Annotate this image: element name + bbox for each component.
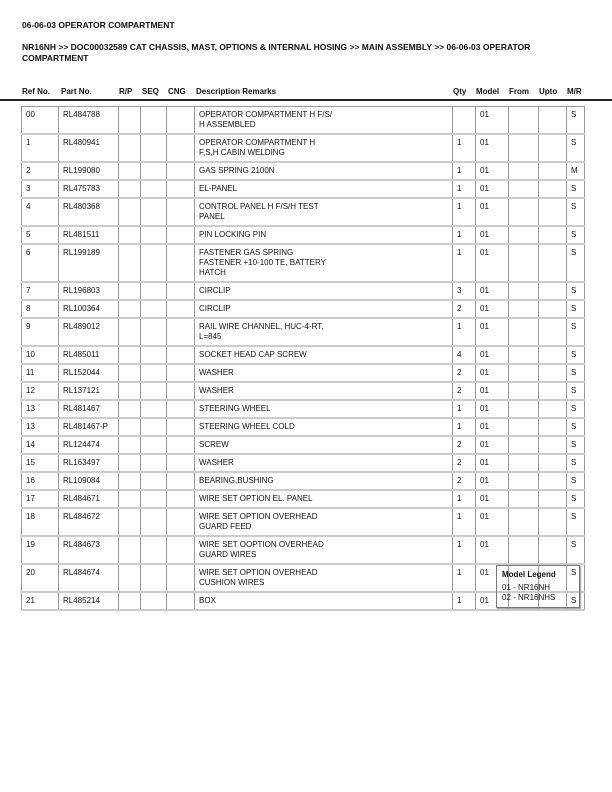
cell-ref: 13 bbox=[22, 400, 59, 418]
cell-desc: PIN LOCKING PIN bbox=[195, 226, 453, 244]
cell-desc: WIRE SET OPTION OVERHEAD GUARD FEED bbox=[195, 508, 453, 536]
cell-qty: 2 bbox=[453, 364, 476, 382]
cell-desc: STEERING WHEEL bbox=[195, 400, 453, 418]
cell-seq bbox=[141, 134, 167, 162]
cell-from bbox=[509, 180, 539, 198]
cell-ref: 17 bbox=[22, 490, 59, 508]
cell-upto bbox=[539, 536, 567, 564]
table-row bbox=[22, 536, 585, 564]
cell-rp bbox=[119, 180, 141, 198]
table-row bbox=[22, 382, 585, 400]
cell-mr: S bbox=[567, 508, 585, 536]
cell-model: 01 bbox=[476, 346, 509, 364]
cell-part: RL485214 bbox=[59, 592, 119, 610]
cell-desc: CIRCLIP bbox=[195, 282, 453, 300]
cell-model: 01 bbox=[476, 282, 509, 300]
cell-upto bbox=[539, 472, 567, 490]
cell-model: 01 bbox=[476, 418, 509, 436]
cell-cng bbox=[167, 244, 195, 282]
cell-qty: 1 bbox=[453, 180, 476, 198]
cell-mr: S bbox=[567, 282, 585, 300]
table-row bbox=[22, 162, 585, 180]
cell-model: 01 bbox=[476, 592, 509, 610]
cell-rp bbox=[119, 282, 141, 300]
cell-from bbox=[509, 508, 539, 536]
cell-cng bbox=[167, 300, 195, 318]
cell-mr: S bbox=[567, 400, 585, 418]
col-mr: M/R bbox=[567, 87, 582, 96]
cell-upto bbox=[539, 134, 567, 162]
cell-part: RL481511 bbox=[59, 226, 119, 244]
cell-part: RL196803 bbox=[59, 282, 119, 300]
cell-cng bbox=[167, 134, 195, 162]
cell-ref: 11 bbox=[22, 364, 59, 382]
cell-mr: S bbox=[567, 454, 585, 472]
cell-rp bbox=[119, 134, 141, 162]
cell-upto bbox=[539, 364, 567, 382]
cell-rp bbox=[119, 107, 141, 135]
cell-desc: EL-PANEL bbox=[195, 180, 453, 198]
legend-title: Model Legend bbox=[502, 570, 556, 579]
cell-upto bbox=[539, 346, 567, 364]
cell-from bbox=[509, 472, 539, 490]
cell-qty: 2 bbox=[453, 454, 476, 472]
cell-rp bbox=[119, 592, 141, 610]
cell-seq bbox=[141, 536, 167, 564]
cell-model: 01 bbox=[476, 162, 509, 180]
cell-model: 01 bbox=[476, 472, 509, 490]
cell-upto bbox=[539, 508, 567, 536]
cell-mr: S bbox=[567, 472, 585, 490]
cell-from bbox=[509, 107, 539, 135]
col-cng: CNG bbox=[168, 87, 186, 96]
cell-ref: 15 bbox=[22, 454, 59, 472]
col-part: Part No. bbox=[61, 87, 92, 96]
cell-desc: WASHER bbox=[195, 454, 453, 472]
cell-ref: 9 bbox=[22, 318, 59, 346]
cell-model: 01 bbox=[476, 436, 509, 454]
cell-mr: S bbox=[567, 134, 585, 162]
cell-desc: STEERING WHEEL COLD bbox=[195, 418, 453, 436]
cell-qty: 1 bbox=[453, 508, 476, 536]
cell-mr: S bbox=[567, 536, 585, 564]
cell-desc: FASTENER GAS SPRING FASTENER +10-100 TE, BATTERY HATCH bbox=[195, 244, 453, 282]
cell-qty: 1 bbox=[453, 536, 476, 564]
cell-part: RL485011 bbox=[59, 346, 119, 364]
cell-from bbox=[509, 300, 539, 318]
cell-mr: S bbox=[567, 346, 585, 364]
cell-seq bbox=[141, 300, 167, 318]
cell-mr: S bbox=[567, 226, 585, 244]
cell-qty bbox=[453, 107, 476, 135]
cell-model: 01 bbox=[476, 490, 509, 508]
col-rp: R/P bbox=[119, 87, 133, 96]
cell-rp bbox=[119, 536, 141, 564]
cell-desc: WASHER bbox=[195, 364, 453, 382]
cell-desc: OPERATOR COMPARTMENT H F/S/ H ASSEMBLED bbox=[195, 107, 453, 135]
cell-cng bbox=[167, 198, 195, 226]
cell-rp bbox=[119, 162, 141, 180]
cell-seq bbox=[141, 244, 167, 282]
cell-rp bbox=[119, 346, 141, 364]
cell-model: 01 bbox=[476, 318, 509, 346]
cell-rp bbox=[119, 564, 141, 592]
cell-qty: 1 bbox=[453, 418, 476, 436]
cell-cng bbox=[167, 490, 195, 508]
cell-upto bbox=[539, 318, 567, 346]
cell-part: RL484788 bbox=[59, 107, 119, 135]
cell-model: 01 bbox=[476, 107, 509, 135]
cell-mr: S bbox=[567, 436, 585, 454]
cell-rp bbox=[119, 472, 141, 490]
cell-seq bbox=[141, 382, 167, 400]
cell-model: 01 bbox=[476, 382, 509, 400]
cell-cng bbox=[167, 107, 195, 135]
cell-model: 01 bbox=[476, 226, 509, 244]
table-row bbox=[22, 400, 585, 418]
cell-part: RL484671 bbox=[59, 490, 119, 508]
cell-upto bbox=[539, 282, 567, 300]
cell-part: RL484674 bbox=[59, 564, 119, 592]
cell-cng bbox=[167, 508, 195, 536]
cell-from bbox=[509, 536, 539, 564]
cell-from bbox=[509, 418, 539, 436]
cell-ref: 18 bbox=[22, 508, 59, 536]
cell-part: RL163497 bbox=[59, 454, 119, 472]
cell-ref: 20 bbox=[22, 564, 59, 592]
cell-part: RL475783 bbox=[59, 180, 119, 198]
cell-rp bbox=[119, 400, 141, 418]
cell-part: RL480368 bbox=[59, 198, 119, 226]
cell-cng bbox=[167, 454, 195, 472]
cell-ref: 3 bbox=[22, 180, 59, 198]
table-row bbox=[22, 282, 585, 300]
cell-upto bbox=[539, 436, 567, 454]
cell-qty: 4 bbox=[453, 346, 476, 364]
cell-mr: M bbox=[567, 162, 585, 180]
cell-model: 01 bbox=[476, 564, 509, 592]
table-row bbox=[22, 180, 585, 198]
cell-ref: 12 bbox=[22, 382, 59, 400]
cell-from bbox=[509, 244, 539, 282]
model-legend bbox=[496, 565, 580, 608]
cell-qty: 1 bbox=[453, 198, 476, 226]
table-row bbox=[22, 300, 585, 318]
cell-part: RL152044 bbox=[59, 364, 119, 382]
cell-cng bbox=[167, 346, 195, 364]
col-model: Model bbox=[476, 87, 500, 96]
cell-seq bbox=[141, 318, 167, 346]
legend-item: 01 - NR16NH bbox=[502, 583, 551, 592]
cell-cng bbox=[167, 436, 195, 454]
cell-cng bbox=[167, 472, 195, 490]
cell-model: 01 bbox=[476, 454, 509, 472]
breadcrumb: NR16NH >> DOC00032589 CAT CHASSIS, MAST, OPTIONS & INTERNAL HOSING >> MAIN ASSEMBLY >> 06-06-03 OPERATOR COMPARTMENT bbox=[22, 42, 531, 63]
cell-qty: 1 bbox=[453, 162, 476, 180]
cell-ref: 10 bbox=[22, 346, 59, 364]
cell-mr: S bbox=[567, 300, 585, 318]
cell-from bbox=[509, 364, 539, 382]
col-seq: SEQ bbox=[142, 87, 159, 96]
cell-from bbox=[509, 454, 539, 472]
cell-desc: CIRCLIP bbox=[195, 300, 453, 318]
cell-upto bbox=[539, 454, 567, 472]
cell-cng bbox=[167, 382, 195, 400]
cell-desc: WIRE SET OPTION EL. PANEL bbox=[195, 490, 453, 508]
cell-ref: 2 bbox=[22, 162, 59, 180]
cell-upto bbox=[539, 400, 567, 418]
page-title: 06-06-03 OPERATOR COMPARTMENT bbox=[22, 20, 175, 30]
cell-rp bbox=[119, 490, 141, 508]
cell-mr: S bbox=[567, 382, 585, 400]
cell-upto bbox=[539, 382, 567, 400]
cell-cng bbox=[167, 592, 195, 610]
cell-upto bbox=[539, 490, 567, 508]
cell-seq bbox=[141, 162, 167, 180]
cell-upto bbox=[539, 180, 567, 198]
cell-qty: 1 bbox=[453, 564, 476, 592]
cell-desc: BOX bbox=[195, 592, 453, 610]
cell-upto bbox=[539, 300, 567, 318]
cell-part: RL481467 bbox=[59, 400, 119, 418]
cell-desc: SOCKET HEAD CAP SCREW bbox=[195, 346, 453, 364]
table-row bbox=[22, 198, 585, 226]
cell-from bbox=[509, 318, 539, 346]
cell-seq bbox=[141, 282, 167, 300]
table-row bbox=[22, 472, 585, 490]
cell-part: RL481467-P bbox=[59, 418, 119, 436]
table-row bbox=[22, 508, 585, 536]
cell-cng bbox=[167, 180, 195, 198]
table-row bbox=[22, 454, 585, 472]
cell-ref: 21 bbox=[22, 592, 59, 610]
cell-ref: 13 bbox=[22, 418, 59, 436]
cell-rp bbox=[119, 454, 141, 472]
cell-upto bbox=[539, 418, 567, 436]
cell-desc: WIRE SET OPTION OVERHEAD CUSHION WIRES bbox=[195, 564, 453, 592]
cell-mr: S bbox=[567, 318, 585, 346]
cell-mr: S bbox=[567, 364, 585, 382]
cell-model: 01 bbox=[476, 198, 509, 226]
cell-model: 01 bbox=[476, 400, 509, 418]
cell-from bbox=[509, 382, 539, 400]
cell-rp bbox=[119, 418, 141, 436]
cell-part: RL480941 bbox=[59, 134, 119, 162]
cell-model: 01 bbox=[476, 536, 509, 564]
cell-model: 01 bbox=[476, 508, 509, 536]
cell-mr: S bbox=[567, 198, 585, 226]
cell-qty: 1 bbox=[453, 134, 476, 162]
cell-mr: S bbox=[567, 418, 585, 436]
cell-upto bbox=[539, 107, 567, 135]
cell-seq bbox=[141, 454, 167, 472]
cell-seq bbox=[141, 226, 167, 244]
cell-ref: 16 bbox=[22, 472, 59, 490]
cell-ref: 00 bbox=[22, 107, 59, 135]
parts-table bbox=[21, 106, 585, 611]
cell-from bbox=[509, 346, 539, 364]
cell-seq bbox=[141, 490, 167, 508]
cell-model: 01 bbox=[476, 180, 509, 198]
cell-model: 01 bbox=[476, 244, 509, 282]
cell-part: RL199189 bbox=[59, 244, 119, 282]
cell-qty: 2 bbox=[453, 472, 476, 490]
cell-seq bbox=[141, 564, 167, 592]
cell-cng bbox=[167, 400, 195, 418]
cell-upto bbox=[539, 198, 567, 226]
cell-cng bbox=[167, 418, 195, 436]
table-row bbox=[22, 490, 585, 508]
cell-qty: 2 bbox=[453, 300, 476, 318]
table-row bbox=[22, 134, 585, 162]
cell-part: RL199080 bbox=[59, 162, 119, 180]
cell-qty: 1 bbox=[453, 244, 476, 282]
cell-from bbox=[509, 436, 539, 454]
cell-ref: 1 bbox=[22, 134, 59, 162]
col-qty: Qty bbox=[453, 87, 467, 96]
cell-seq bbox=[141, 436, 167, 454]
cell-ref: 19 bbox=[22, 536, 59, 564]
cell-from bbox=[509, 134, 539, 162]
cell-ref: 6 bbox=[22, 244, 59, 282]
cell-cng bbox=[167, 536, 195, 564]
cell-upto bbox=[539, 244, 567, 282]
cell-ref: 7 bbox=[22, 282, 59, 300]
cell-seq bbox=[141, 592, 167, 610]
cell-desc: SCREW bbox=[195, 436, 453, 454]
cell-part: RL124474 bbox=[59, 436, 119, 454]
cell-qty: 2 bbox=[453, 382, 476, 400]
col-upto: Upto bbox=[539, 87, 558, 96]
cell-seq bbox=[141, 180, 167, 198]
cell-model: 01 bbox=[476, 364, 509, 382]
cell-ref: 5 bbox=[22, 226, 59, 244]
cell-rp bbox=[119, 300, 141, 318]
cell-rp bbox=[119, 226, 141, 244]
table-row bbox=[22, 107, 585, 135]
cell-desc: GAS SPRING 2100N bbox=[195, 162, 453, 180]
cell-qty: 1 bbox=[453, 226, 476, 244]
table-row bbox=[22, 346, 585, 364]
cell-from bbox=[509, 282, 539, 300]
cell-cng bbox=[167, 162, 195, 180]
cell-rp bbox=[119, 508, 141, 536]
cell-rp bbox=[119, 318, 141, 346]
cell-desc: BEARING,BUSHING bbox=[195, 472, 453, 490]
table-row bbox=[22, 418, 585, 436]
cell-ref: 8 bbox=[22, 300, 59, 318]
cell-desc: CONTROL PANEL H F/S/H TEST PANEL bbox=[195, 198, 453, 226]
cell-desc: OPERATOR COMPARTMENT H F,S,H CABIN WELDING bbox=[195, 134, 453, 162]
table-header bbox=[0, 87, 612, 97]
cell-from bbox=[509, 226, 539, 244]
cell-rp bbox=[119, 364, 141, 382]
col-desc: Description Remarks bbox=[196, 87, 277, 96]
col-ref: Ref No. bbox=[22, 87, 50, 96]
cell-qty: 1 bbox=[453, 400, 476, 418]
cell-seq bbox=[141, 472, 167, 490]
table-row bbox=[22, 318, 585, 346]
cell-seq bbox=[141, 107, 167, 135]
cell-part: RL484672 bbox=[59, 508, 119, 536]
cell-cng bbox=[167, 282, 195, 300]
cell-seq bbox=[141, 418, 167, 436]
cell-qty: 2 bbox=[453, 436, 476, 454]
cell-ref: 4 bbox=[22, 198, 59, 226]
cell-cng bbox=[167, 564, 195, 592]
cell-qty: 1 bbox=[453, 490, 476, 508]
cell-from bbox=[509, 162, 539, 180]
cell-model: 01 bbox=[476, 300, 509, 318]
cell-rp bbox=[119, 244, 141, 282]
cell-part: RL137121 bbox=[59, 382, 119, 400]
cell-mr: S bbox=[567, 564, 585, 592]
cell-mr: S bbox=[567, 244, 585, 282]
table-row bbox=[22, 244, 585, 282]
table-row bbox=[22, 226, 585, 244]
header-divider bbox=[0, 99, 612, 101]
col-from: From bbox=[509, 87, 529, 96]
cell-cng bbox=[167, 318, 195, 346]
cell-rp bbox=[119, 198, 141, 226]
cell-seq bbox=[141, 364, 167, 382]
table-row bbox=[22, 364, 585, 382]
legend-item: 02 - NR16NHS bbox=[502, 593, 556, 602]
cell-mr: S bbox=[567, 107, 585, 135]
cell-model: 01 bbox=[476, 134, 509, 162]
cell-desc: RAIL WIRE CHANNEL, HUC-4-RT, L=845 bbox=[195, 318, 453, 346]
cell-rp bbox=[119, 382, 141, 400]
cell-seq bbox=[141, 508, 167, 536]
cell-part: RL100364 bbox=[59, 300, 119, 318]
cell-from bbox=[509, 198, 539, 226]
cell-part: RL484673 bbox=[59, 536, 119, 564]
cell-cng bbox=[167, 364, 195, 382]
cell-part: RL109084 bbox=[59, 472, 119, 490]
cell-mr: S bbox=[567, 592, 585, 610]
cell-qty: 3 bbox=[453, 282, 476, 300]
cell-desc: WIRE SET OOPTION OVERHEAD GUARD WIRES bbox=[195, 536, 453, 564]
cell-ref: 14 bbox=[22, 436, 59, 454]
cell-cng bbox=[167, 226, 195, 244]
cell-seq bbox=[141, 198, 167, 226]
cell-seq bbox=[141, 346, 167, 364]
cell-from bbox=[509, 490, 539, 508]
cell-mr: S bbox=[567, 490, 585, 508]
cell-seq bbox=[141, 400, 167, 418]
cell-desc: WASHER bbox=[195, 382, 453, 400]
cell-rp bbox=[119, 436, 141, 454]
cell-upto bbox=[539, 226, 567, 244]
cell-part: RL489012 bbox=[59, 318, 119, 346]
cell-mr: S bbox=[567, 180, 585, 198]
cell-qty: 1 bbox=[453, 592, 476, 610]
cell-upto bbox=[539, 162, 567, 180]
cell-qty: 1 bbox=[453, 318, 476, 346]
table-row bbox=[22, 436, 585, 454]
cell-from bbox=[509, 400, 539, 418]
